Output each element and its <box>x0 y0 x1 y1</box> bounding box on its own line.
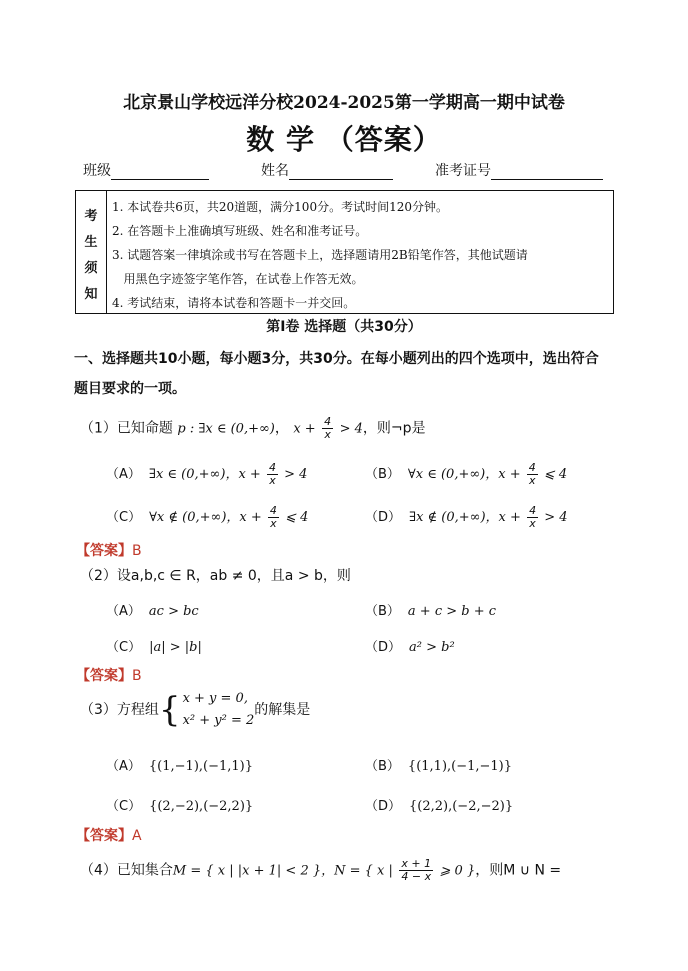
option-a <box>106 755 253 774</box>
section-instruction: 一、选择题共10小题，每小题3分，共30分。在每小题列出的四个选项中，选出符合 <box>74 351 599 367</box>
fraction-numerator: 4 <box>528 461 536 474</box>
notice-list <box>112 195 608 315</box>
notice-head-char: 知 <box>84 287 98 302</box>
notice-head-char: 考 <box>84 209 98 224</box>
option-math: {(1,1),(−1,−1)} <box>407 759 513 774</box>
notice-head-char: 须 <box>84 261 98 276</box>
option-label: （C） <box>106 640 142 655</box>
section-instruction: 题目要求的一项。 <box>74 381 186 397</box>
option-b <box>365 462 567 487</box>
fraction <box>267 462 278 487</box>
equation: x + y = 0, <box>182 691 248 706</box>
question-number: （1） <box>80 420 117 437</box>
notice-box <box>75 190 614 314</box>
question-number: （2） <box>80 568 117 584</box>
answer-2 <box>76 665 142 685</box>
option-d <box>365 795 513 814</box>
option-d <box>365 505 568 530</box>
option-label: （C） <box>106 799 142 814</box>
class-label: 班级 <box>83 163 111 179</box>
option-c <box>106 636 202 655</box>
class-blank <box>111 165 209 180</box>
notice-item: 1. 本试卷共6页，共20道题，满分100分。考试时间120分钟。 <box>112 200 448 214</box>
option-label: （B） <box>365 467 400 482</box>
option-math: {(2,−2),(−2,2)} <box>149 799 254 814</box>
question-math: p : ∃x ∈ (0,+∞) <box>177 421 275 437</box>
answer-value: B <box>132 543 142 559</box>
question-text: 已知命题 <box>116 420 173 437</box>
option-label: （C） <box>106 510 142 525</box>
answer-tag: 【答案】 <box>76 828 132 844</box>
answer-value: B <box>132 668 142 684</box>
question-text: ，则¬p是 <box>362 420 426 437</box>
notice-heading <box>76 191 107 313</box>
option-c <box>106 795 253 814</box>
option-a <box>106 462 307 487</box>
question-2-stem <box>80 565 351 585</box>
fraction-denominator: x <box>529 517 536 530</box>
option-math: ∀x ∉ (0,+∞)，x + <box>149 510 262 525</box>
option-math: a + c > b + c <box>407 604 497 619</box>
fraction-numerator: 4 <box>529 504 537 517</box>
answer-tag: 【答案】 <box>76 543 132 559</box>
equation: x² + y² = 2 <box>182 713 255 728</box>
fraction <box>322 416 333 441</box>
question-math: ，N = { x | <box>321 863 393 879</box>
name-blank <box>289 165 393 180</box>
fraction-denominator: 4 − x <box>401 870 432 883</box>
option-label: （D） <box>365 510 402 525</box>
notice-item: 3. 试题答案一律填涂或书写在答题卡上，选择题请用2B铅笔作答，其他试题请 <box>112 248 528 262</box>
notice-item: 2. 在答题卡上准确填写班级、姓名和准考证号。 <box>112 224 368 238</box>
question-1-stem: （1）已知命题 p : ∃x ∈ (0,+∞)， x + $\frac{4}{x}$ > 4，则¬p是 <box>80 415 426 441</box>
option-math: > 4 <box>544 510 568 525</box>
option-label: （A） <box>106 604 141 619</box>
question-text: 设a,b,c ∈ R，ab ≠ 0，且a > b，则 <box>116 568 351 584</box>
option-math: ∃x ∈ (0,+∞)，x + <box>148 467 261 482</box>
fraction <box>399 858 433 883</box>
question-3-stem <box>80 688 310 732</box>
option-a <box>106 600 199 619</box>
question-math: > 4 <box>339 421 363 437</box>
option-math: ⩽ 4 <box>543 467 568 482</box>
option-label: （B） <box>365 604 400 619</box>
brace: { <box>158 690 181 730</box>
fraction-denominator: x <box>270 517 277 530</box>
option-math: ∃x ∉ (0,+∞)，x + <box>409 510 521 525</box>
exam-id-blank <box>491 165 603 180</box>
fraction-denominator: x <box>324 428 331 441</box>
section-title: 第Ⅰ卷 选择题（共30分） <box>266 319 422 335</box>
fraction-numerator: x + 1 <box>401 857 432 870</box>
option-b <box>365 600 496 619</box>
fraction-denominator: x <box>269 474 276 487</box>
question-text: 的解集是 <box>254 702 311 718</box>
answer-3 <box>76 825 142 845</box>
fraction <box>527 505 538 530</box>
question-math: x + <box>293 421 316 437</box>
question-math: ⩾ 0 } <box>439 863 476 879</box>
fraction-numerator: 4 <box>324 415 332 428</box>
option-math: {(2,2),(−2,−2)} <box>409 799 514 814</box>
question-text: ，则M ∪ N = <box>475 862 562 879</box>
option-math: ac > bc <box>148 604 199 619</box>
equation-system <box>183 688 255 732</box>
fraction <box>268 505 279 530</box>
exam-id-field <box>435 160 603 180</box>
option-label: （A） <box>106 467 141 482</box>
fraction-numerator: 4 <box>269 504 277 517</box>
fraction <box>527 462 538 487</box>
answer-tag: 【答案】 <box>76 668 132 684</box>
option-math: |a| > |b| <box>149 640 202 655</box>
option-math: ∀x ∈ (0,+∞)，x + <box>407 467 521 482</box>
exam-title: 北京景山学校远洋分校2024-2025第一学期高一期中试卷 <box>123 93 565 113</box>
answer-value: A <box>132 828 142 844</box>
option-label: （D） <box>365 799 402 814</box>
option-d <box>365 636 455 655</box>
option-c <box>106 505 308 530</box>
name-field <box>261 160 393 180</box>
question-4-stem <box>80 858 561 883</box>
question-math: M = { x | |x + 1| < 2 } <box>172 863 322 879</box>
option-b <box>365 755 512 774</box>
fraction-denominator: x <box>529 474 536 487</box>
fraction-numerator: 4 <box>268 461 276 474</box>
class-field <box>83 160 209 180</box>
exam-subtitle: 数 学 （答案） <box>246 123 442 156</box>
option-label: （B） <box>365 759 400 774</box>
option-math: ⩽ 4 <box>285 510 309 525</box>
notice-item: 4. 考试结束，请将本试卷和答题卡一并交回。 <box>112 296 356 310</box>
option-math: > 4 <box>284 467 308 482</box>
exam-id-label: 准考证号 <box>435 163 491 179</box>
question-number: （3） <box>80 702 117 718</box>
option-math: {(1,−1),(−1,1)} <box>148 759 254 774</box>
option-label: （A） <box>106 759 141 774</box>
question-text: 方程组 <box>116 702 159 718</box>
name-label: 姓名 <box>261 163 289 179</box>
answer-1 <box>76 540 142 560</box>
question-number: （4） <box>80 862 117 879</box>
notice-item: 用黑色字迹签字笔作答，在试卷上作答无效。 <box>112 272 364 286</box>
option-label: （D） <box>365 640 402 655</box>
notice-head-char: 生 <box>84 235 98 250</box>
question-text: 已知集合 <box>116 862 173 879</box>
option-math: a² > b² <box>409 640 455 655</box>
